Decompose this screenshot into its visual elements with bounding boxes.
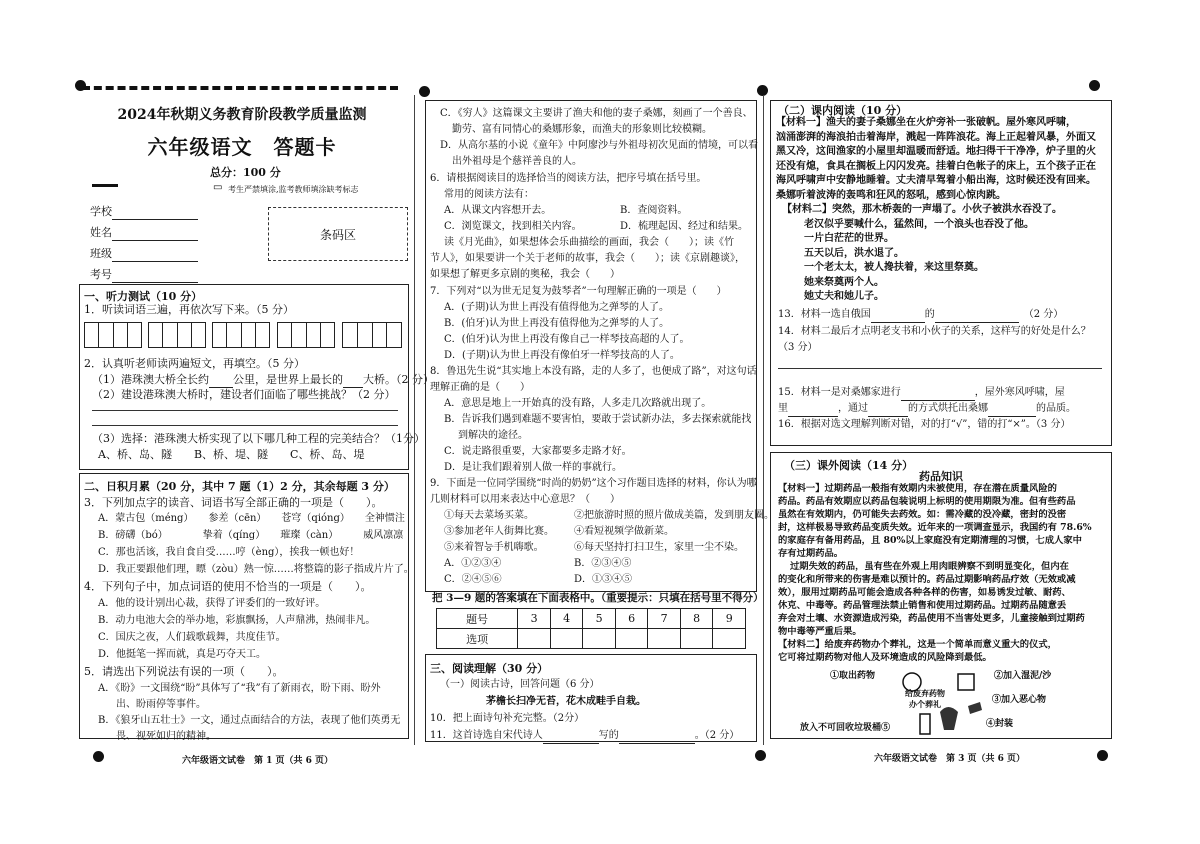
option-7c: C．(伯牙)认为世上再没有像自己一样琴技高超的人了。	[444, 334, 690, 345]
diagram-center-label: 给废弃药物办个葬礼	[905, 688, 945, 709]
diagram-step-2: ②加入湿泥/沙	[994, 671, 1052, 681]
table-header-cell: 7	[648, 609, 681, 629]
question-13: 13．材料一选自俄国 的 （2 分）	[778, 306, 1063, 323]
article-title: 药品知识	[919, 470, 963, 483]
material-9-6: ⑥每天坚持打扫卫生，家里一尘不染。	[574, 542, 744, 553]
option-4b: B．动力电池大会的举办地，彩旗飘扬，人声鼎沸，热闹非凡。	[98, 615, 376, 626]
column-divider	[414, 95, 415, 745]
material-9-1: ①每天去菜场买菜。	[444, 510, 534, 521]
answer-cell[interactable]	[615, 629, 648, 649]
diagram-step-1: ①取出药物	[830, 671, 876, 681]
mark-bar	[92, 184, 118, 187]
field-number[interactable]: 考号	[90, 266, 198, 283]
trash-bin-icon	[920, 714, 930, 734]
text-line: 的变化和所带来的伤害是难以预计的。药品过期影响药品疗效（无效或减	[778, 574, 1076, 585]
material-9-4: ④看短视频学做新菜。	[574, 526, 674, 537]
question-16: 16．根据对选文理解判断对错，对的打“√”，错的打“×”。（3 分）	[778, 419, 1071, 430]
barcode-area: 条码区	[268, 207, 408, 261]
option-7b: B．(伯牙)认为世上再没有值得他为之弹琴的人了。	[444, 318, 670, 329]
question-7: 7．下列对“以为世无足复为鼓琴者”一句理解正确的一项是（ ）	[430, 286, 727, 297]
exam-subject: 六年级语文 答题卡	[147, 135, 337, 159]
text-line: 桑娜听着波涛的轰鸣和狂风的怒吼，感到心惊肉跳。	[776, 189, 1006, 201]
absent-notice: 考生严禁填涂,监考教师填涂缺考标志	[228, 185, 359, 194]
option-5b-cont: 畏、视死如归的精神。	[116, 731, 216, 742]
answer-grid[interactable]	[342, 322, 402, 348]
question-2a: （1）港珠澳大桥全长约 公里，是世界上最长的 大桥。（2 分）	[92, 373, 434, 386]
diagram-step-5: 放入不可回收垃圾桶⑤	[800, 723, 891, 733]
corner-mark	[75, 80, 86, 91]
table-header-cell: 9	[713, 609, 746, 629]
option-6c: C．浏览课文，找到相关内容。	[444, 221, 582, 232]
option-8b-cont: 到解决的途径。	[458, 430, 528, 441]
text-line: 【材料二】给废弃药物办个葬礼，这是一个简单而意义重大的仪式，	[778, 639, 1057, 650]
question-2c: （3）选择：港珠澳大桥实现了以下哪几种工程的完美结合？（1分）	[92, 432, 425, 445]
question-15: 15．材料一是对桑娜家进行 ，屋外寒风呼啸，屋	[778, 384, 1065, 401]
text-line: 虽然在有效期内，仍可能失去药效。如：需冷藏的没冷藏，密封的没密	[778, 509, 1067, 520]
question-14-score: （3 分）	[778, 342, 818, 353]
option-4d: D．他挺笔一挥而就，真是巧夺天工。	[98, 649, 267, 660]
corner-mark	[1097, 750, 1108, 761]
material-9-2: ②把旅游时照的照片做成美篇，发到朋友圈。	[574, 510, 774, 521]
text-line: 效），服用过期药品可能会造成各种各样的伤害，如易诱发过敏、耐药、	[778, 587, 1071, 598]
table-header-cell: 题号	[437, 609, 518, 629]
answer-line[interactable]	[778, 368, 1102, 369]
option-4a: A．他的设计别出心裁，获得了评委们的一致好评。	[98, 598, 326, 609]
column-divider	[763, 95, 764, 745]
option-6b: B．查阅资料。	[620, 205, 688, 216]
option-5d-cont: 出外祖母是个慈祥善良的人。	[452, 156, 582, 167]
page-footer: 六年级语文试卷 第 1 页（共 6 页）	[182, 756, 334, 766]
text-line: 弃会对土壤、水资源造成污染，药品使用不当害处更多，儿童接触到过期药	[778, 613, 1085, 624]
answer-line[interactable]	[92, 410, 398, 411]
text-line: 黑又冷，这间渔家的小屋里却温暖而舒适。地扫得干干净净，炉子里的火	[776, 146, 1096, 157]
option-8b: B．告诉我们遇到难题不要害怕，要敢于尝试新办法，多去探索就能找	[444, 414, 752, 425]
material-9-5: ⑤来着智능手机嗨歌。	[444, 542, 544, 553]
option-5b: B．《狼牙山五壮士》一文，通过点面结合的方法，表现了他们英勇无	[98, 715, 401, 726]
question-1: 1．听读词语三遍，再依次写下来。（5 分）	[84, 303, 294, 316]
text-line: 【材料一】过期药品一般指有效期内未被使用，存在潜在质量风险的	[778, 483, 1057, 494]
option-3b: B．磅礴（bó） 挚着（qíng） 璀璨（càn） 威风凛凛	[98, 530, 404, 541]
option-8d: D．是让我们跟着别人做一样的事就行。	[444, 462, 623, 473]
section-title: 二、日积月累（20 分，其中 7 题（1）2 分，其余每题 3 分）	[84, 480, 395, 493]
answer-cell[interactable]	[550, 629, 583, 649]
exam-title: 2024年秋期义务教育阶段教学质量监测	[117, 107, 367, 123]
question-11: 11．这首诗选自宋代诗人 写的 。（2 分）	[430, 727, 739, 744]
section-title: 三、阅读理解（30 分）	[430, 662, 549, 675]
text-line: 一片白茫茫的世界。	[804, 233, 894, 244]
material-9-3: ③参加老年人街舞比赛。	[444, 526, 554, 537]
answer-cell[interactable]	[518, 629, 551, 649]
answer-cell[interactable]	[680, 629, 713, 649]
option-7d: D．(子期)认为世上再没有像伯牙一样琴技高的人了。	[444, 350, 680, 361]
question-8: 8．鲁迅先生说“其实地上本没有路，走的人多了，也便成了路”，对这句话	[430, 366, 757, 377]
text-line: 她丈夫和她儿子。	[804, 291, 884, 302]
text-line: 【材料一】渔夫的妻子桑娜坐在火炉旁补一张破帆。屋外寒风呼啸，	[776, 117, 1076, 128]
sealed-bag-icon	[940, 707, 958, 730]
option-5d: D．从高尔基的小说《童年》中阿廖沙与外祖母初次见面的情境，可以看	[440, 140, 759, 151]
diagram-step-4: ④封装	[986, 719, 1014, 729]
answer-line[interactable]	[92, 425, 398, 426]
question-3: 3．下列加点字的读音、词语书写全部正确的一项是（ ）。	[84, 496, 383, 509]
option-9b: B．②③④⑤	[574, 558, 632, 569]
coffee-grounds-icon	[968, 702, 982, 714]
text-line: 还没有熄，食具在搁板上闪闪发亮。挂着白色帐子的床上，五个孩子正在	[776, 160, 1096, 172]
answer-table	[436, 608, 746, 649]
question-6-s1: 读《月光曲》，如果想体会乐曲描绘的画面，我会（ ）；读《竹	[444, 237, 734, 248]
question-6-s3: 如果想了解更多京剧的奥秘，我会（ ）	[430, 269, 620, 280]
page-footer: 六年级语文试卷 第 3 页（共 6 页）	[874, 754, 1026, 764]
question-15-cont: 里 ，通过 的方式烘托出桑娜 的品质。	[778, 400, 1076, 417]
answer-grid[interactable]	[277, 322, 335, 348]
section-title: 一、听力测试（10 分）	[84, 290, 203, 303]
option-5c-cont: 勤劳、富有同情心的桑娜形象，而渔夫的形象则比较模糊。	[452, 124, 712, 135]
question-4: 4．下列句子中，加点词语的使用不恰当的一项是（ ）。	[84, 580, 372, 593]
table-header-cell: 3	[518, 609, 551, 629]
question-8-cont: 理解正确的是（ ）	[430, 382, 530, 393]
subsection-title: （一）阅读古诗，回答问题（6 分）	[440, 679, 600, 690]
notice-box-icon[interactable]: ▭	[213, 182, 223, 193]
field-name[interactable]: 姓名	[90, 224, 198, 241]
text-line: 休克、中毒等。药品管理法禁止销售和使用过期药品。过期药品随意丢	[778, 600, 1067, 611]
option-8a: A．意思是地上一开始真的没有路，人多走几次路就出现了。	[444, 398, 712, 409]
corner-mark	[419, 86, 430, 97]
option-8c: C．说走路很重要，大家都要多走路才好。	[444, 446, 632, 457]
text-line: 汹涌澎湃的海浪拍击着海岸，溅起一阵阵浪花。海上正起着风暴，外面又	[776, 131, 1096, 143]
option-5a: A．《盼》一文围绕“盼”具体写了“我”有了新雨衣，盼下雨、盼外	[98, 683, 381, 694]
option-3d: D．我正要跟他们理，瞟（zòu）熟一惊……将整篇的影子指成片片了。	[98, 564, 414, 575]
question-2: 2．认真听老师读两遍短文，再填空。（5 分）	[84, 357, 305, 370]
option-5a-cont: 出、盼雨停等事件。	[116, 699, 206, 710]
option-4c: C．国庆之夜，人们载歌载舞，共度佳节。	[98, 632, 286, 643]
question-2b: （2）建设港珠澳大桥时，建设者们面临了哪些挑战？（2 分）	[92, 388, 396, 401]
field-school[interactable]: 学校	[90, 203, 198, 220]
text-line: 海风呼啸声中安静地睡着。丈夫清早驾着小船出海，这时候还没有回来。	[776, 175, 1096, 186]
option-6d: D．梳理起因、经过和结果。	[620, 221, 749, 232]
text-line: 封，这样极易导致药品变质失效。近年来的一项调查显示，我国约有 78.6%	[778, 522, 1092, 533]
table-header-cell: 5	[583, 609, 616, 629]
total-score: 总分：100 分	[210, 166, 281, 179]
text-line: 过期失效的药品，虽有些在外观上用肉眼辨察不到明显变化，但内在	[790, 561, 1069, 572]
option-5c: C．《穷人》这篇课文主要讲了渔夫和他的妻子桑娜，刻画了一个善良、	[440, 108, 753, 119]
text-line: 五天以后，洪水退了。	[804, 247, 904, 259]
corner-mark	[1089, 80, 1100, 91]
diagram-step-3: ③加入恶心物	[992, 695, 1047, 705]
question-5: 5．请选出下列说法有误的一项（ ）。	[84, 665, 284, 678]
answer-cell[interactable]	[648, 629, 681, 649]
text-line: 存有过期药品。	[778, 548, 844, 559]
text-line: 的家庭存有备用药品，且 80%以上家庭没有定期清理的习惯，七成人家中	[778, 535, 1082, 546]
text-line: 老汉似乎要喊什么，猛然间，一个浪头也吞没了他。	[804, 218, 1034, 230]
option-9c: C．②④⑤⑥	[444, 574, 502, 585]
subsection-title: （三）课外阅读（14 分）	[784, 459, 914, 472]
option-3c: C．那也活该，我自食自受……哼（èng），挨我一顿也好！	[98, 547, 360, 558]
text-line: 【材料二】突然，那木桥轰的一声塌了。小伙子被洪水吞没了。	[782, 204, 1062, 215]
question-14: 14．材料二最后才点明老支书和小伙子的关系，这样写的好处是什么？	[778, 326, 1091, 337]
option-6a: A．从课文内容想开去。	[444, 205, 552, 216]
corner-mark	[755, 750, 766, 761]
question-10: 10．把上面诗句补充完整。（2分）	[430, 713, 585, 724]
question-6: 6．请根据阅读目的选择恰当的阅读方法，把序号填在括号里。	[430, 173, 707, 184]
option-9d: D．①③④⑤	[574, 574, 633, 585]
top-dashed-rule	[82, 86, 398, 90]
answer-grid[interactable]	[148, 322, 206, 348]
text-line: 药品。药品有效期应以药品包装说明上标明的使用期限为准。但有些药品	[778, 496, 1076, 507]
material-1-text	[776, 116, 1106, 305]
option-9a: A．①②③④	[444, 558, 502, 569]
table-row-label: 选项	[437, 629, 518, 649]
table-header-cell: 4	[550, 609, 583, 629]
question-9-cont: 几则材料可以用来表达中心意思？（ ）	[430, 494, 620, 505]
question-6-s2: 节人》，如果要讲一个关于老师的故事，我会（ ）；读《京剧趣谈》，	[430, 253, 745, 264]
text-line: 它可将过期药物对他人及环境造成的风险降到最低。	[778, 652, 992, 663]
answer-grid[interactable]	[212, 322, 270, 348]
article-text	[778, 482, 1106, 664]
table-header-cell: 8	[680, 609, 713, 629]
table-header-cell: 6	[615, 609, 648, 629]
sand-icon	[958, 674, 974, 690]
text-line: 一个老太太，被人搀扶着，来这里祭奠。	[804, 262, 984, 273]
answer-cell[interactable]	[713, 629, 746, 649]
answer-grid[interactable]	[84, 322, 142, 348]
answer-table-note: 把 3—9 题的答案填在下面表格中。（重要提示：只填在括号里不得分）	[432, 592, 764, 604]
option-3a: A．蒙古包（méng） 参差（cēn） 苍穹（qióng） 全神惯注	[98, 513, 405, 524]
question-9: 9．下面是一位同学围绕“时尚的奶奶”这个习作题目选择的材料，你认为哪	[430, 478, 757, 489]
subsection-title: （二）课内阅读（10 分）	[778, 104, 908, 117]
poem-line: 茅檐长扫净无苔，花木成畦手自栽。	[486, 696, 646, 707]
question-6-intro: 常用的阅读方法有：	[444, 189, 534, 200]
field-class[interactable]: 班级	[90, 245, 198, 262]
option-7a: A．(子期)认为世上再没有值得他为之弹琴的人了。	[444, 302, 670, 313]
text-line: 物中毒等严重后果。	[778, 626, 862, 637]
text-line: 她来祭奠两个人。	[804, 276, 884, 288]
answer-cell[interactable]	[583, 629, 616, 649]
question-2c-options: A、桥、岛、隧 B、桥、堤、隧 C、桥、岛、堤	[98, 448, 365, 461]
corner-mark	[93, 751, 104, 762]
